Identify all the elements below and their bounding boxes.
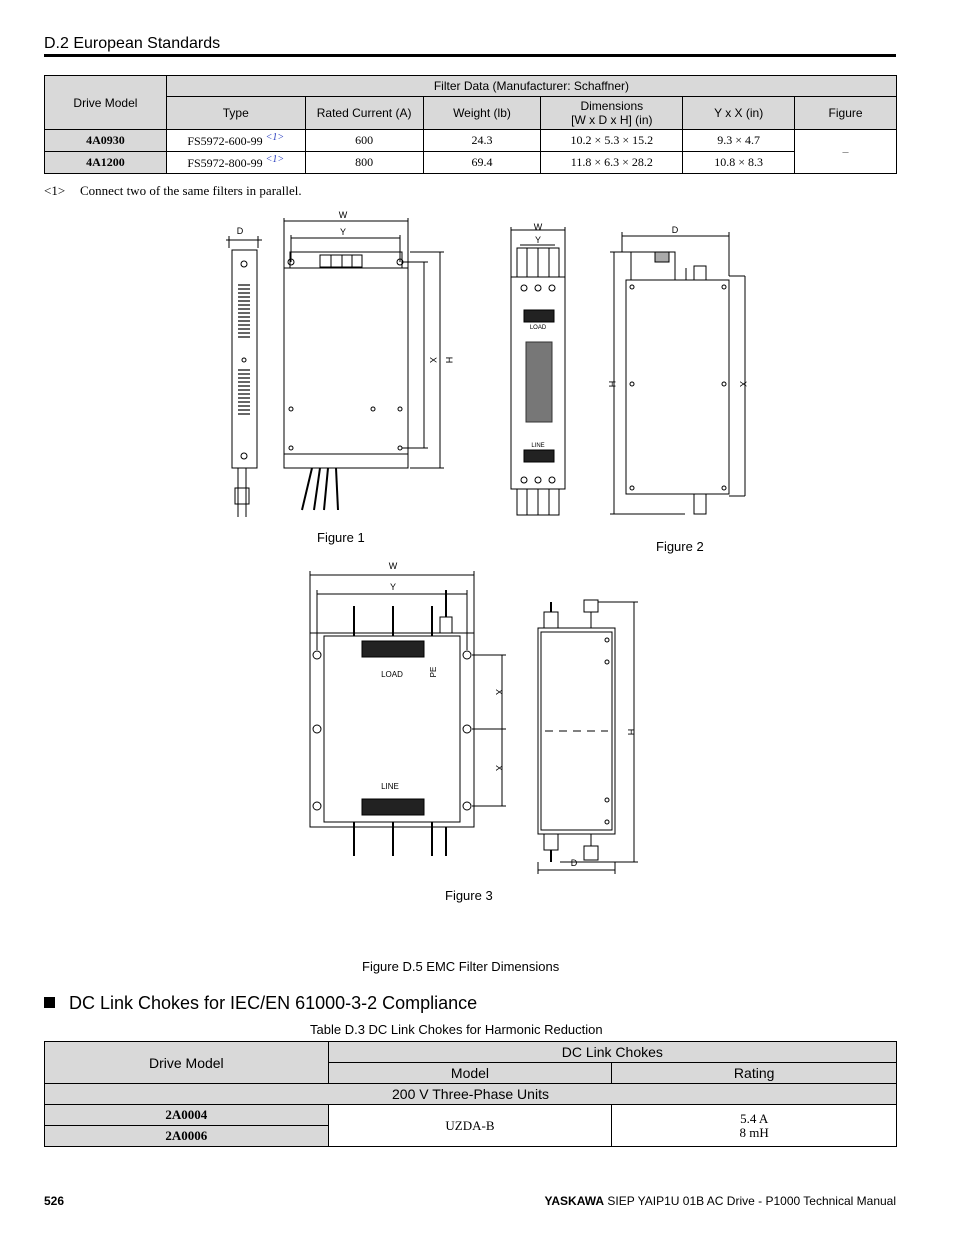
subgroup-header: 200 V Three-Phase Units [45,1084,897,1105]
col-dimensions-line2: [W x D x H] (in) [571,113,653,127]
figure-1-label: Figure 1 [317,530,365,545]
fig3-dim-d: D [570,858,578,868]
fig3-dim-x-upper: X [494,688,504,696]
figure-2-label: Figure 2 [656,539,704,554]
footer-manual: SIEP YAIP1U 01B AC Drive - P1000 Technical Manual [604,1194,896,1208]
fig2-dim-h: H [607,380,617,388]
col-type: Type [166,97,305,130]
fig3-dim-h: H [626,728,636,736]
figure-caption: Figure D.5 EMC Filter Dimensions [362,959,560,974]
footnote-ref-link[interactable]: <1> [265,154,285,165]
type-cell [166,152,305,174]
fig1-dim-w: W [338,210,348,220]
filter-group-header: Filter Data (Manufacturer: Schaffner) [166,76,896,97]
col-yx: Y x X (in) [683,97,795,130]
current-cell: 800 [305,152,423,174]
fig1-dim-x: X [428,356,438,364]
table-row [45,130,897,152]
fig2-line-label: LINE [531,443,545,449]
footnote-ref-link[interactable]: <1> [265,132,285,143]
filter-drawing-fig3 [0,560,954,880]
weight-cell: 69.4 [423,152,541,174]
section-title: D.2 European Standards [44,35,221,52]
footnote-number: <1> [44,183,66,198]
drive-model-cell: 2A0004 [45,1105,329,1126]
col-rating: Rating [612,1063,897,1084]
page-number: 526 [44,1194,65,1208]
fig2-dim-d: D [671,225,679,235]
col-drive-model: Drive Model [45,1042,329,1084]
current-cell: 600 [305,130,423,152]
figure-cell: – [795,130,897,174]
fig2-dim-x: X [738,380,748,388]
fig3-dim-w: W [388,561,398,571]
col-drive-model: Drive Model [45,76,167,130]
footnote-text: Connect two of the same filters in parallel. [80,183,302,198]
yx-cell: 10.8 × 8.3 [683,152,795,174]
col-rated-current: Rated Current (A) [305,97,423,130]
col-dimensions-line1: Dimensions [580,99,644,113]
col-model: Model [328,1063,612,1084]
type-value: FS5972-800-99 [187,156,263,170]
fig3-load-label: LOAD [381,670,403,679]
drive-model-cell: 2A0006 [45,1126,329,1147]
fig1-dim-d: D [236,226,244,236]
dims-cell: 11.8 × 6.3 × 28.2 [541,152,683,174]
table-row [45,1105,897,1126]
type-value: FS5972-600-99 [187,134,263,148]
section-rule [44,54,896,57]
col-dimensions [541,97,683,130]
drive-model-cell: 4A1200 [45,152,167,174]
fig2-dim-y: Y [534,235,542,245]
fig1-dim-y: Y [339,227,347,237]
dc-choke-table [44,1041,897,1147]
yx-cell: 9.3 × 4.7 [683,130,795,152]
fig3-dim-y: Y [389,582,397,592]
rating-current: 5.4 A [740,1110,769,1126]
fig3-dim-x-lower: X [494,764,504,772]
type-cell [166,130,305,152]
col-weight: Weight (lb) [423,97,541,130]
subsection-title-text: DC Link Chokes for IEC/EN 61000-3-2 Compliance [69,993,478,1013]
figure-3-label: Figure 3 [445,888,493,903]
drive-model-cell: 4A0930 [45,130,167,152]
fig2-load-label: LOAD [529,325,547,331]
footer-brand: YASKAWA [544,1194,605,1208]
filter-data-table [44,75,897,174]
table-caption: Table D.3 DC Link Chokes for Harmonic Reduction [310,1022,603,1037]
rating-cell [612,1105,897,1147]
fig1-dim-h: H [444,356,454,364]
footer-manual-title [544,1194,896,1208]
fig3-line-label: LINE [381,782,399,791]
fig3-pe-label: PE [429,666,438,678]
dims-cell: 10.2 × 5.3 × 15.2 [541,130,683,152]
rating-inductance: 8 mH [739,1124,769,1140]
choke-model-cell: UZDA-B [328,1105,612,1147]
dc-chokes-group-header: DC Link Chokes [328,1042,896,1063]
square-bullet-icon [44,997,55,1008]
fig2-dim-w: W [533,222,543,232]
table-row [45,152,897,174]
col-figure: Figure [795,97,897,130]
filter-drawings-top [0,205,954,565]
weight-cell: 24.3 [423,130,541,152]
subsection-title [44,993,477,1014]
footnote [44,183,302,199]
